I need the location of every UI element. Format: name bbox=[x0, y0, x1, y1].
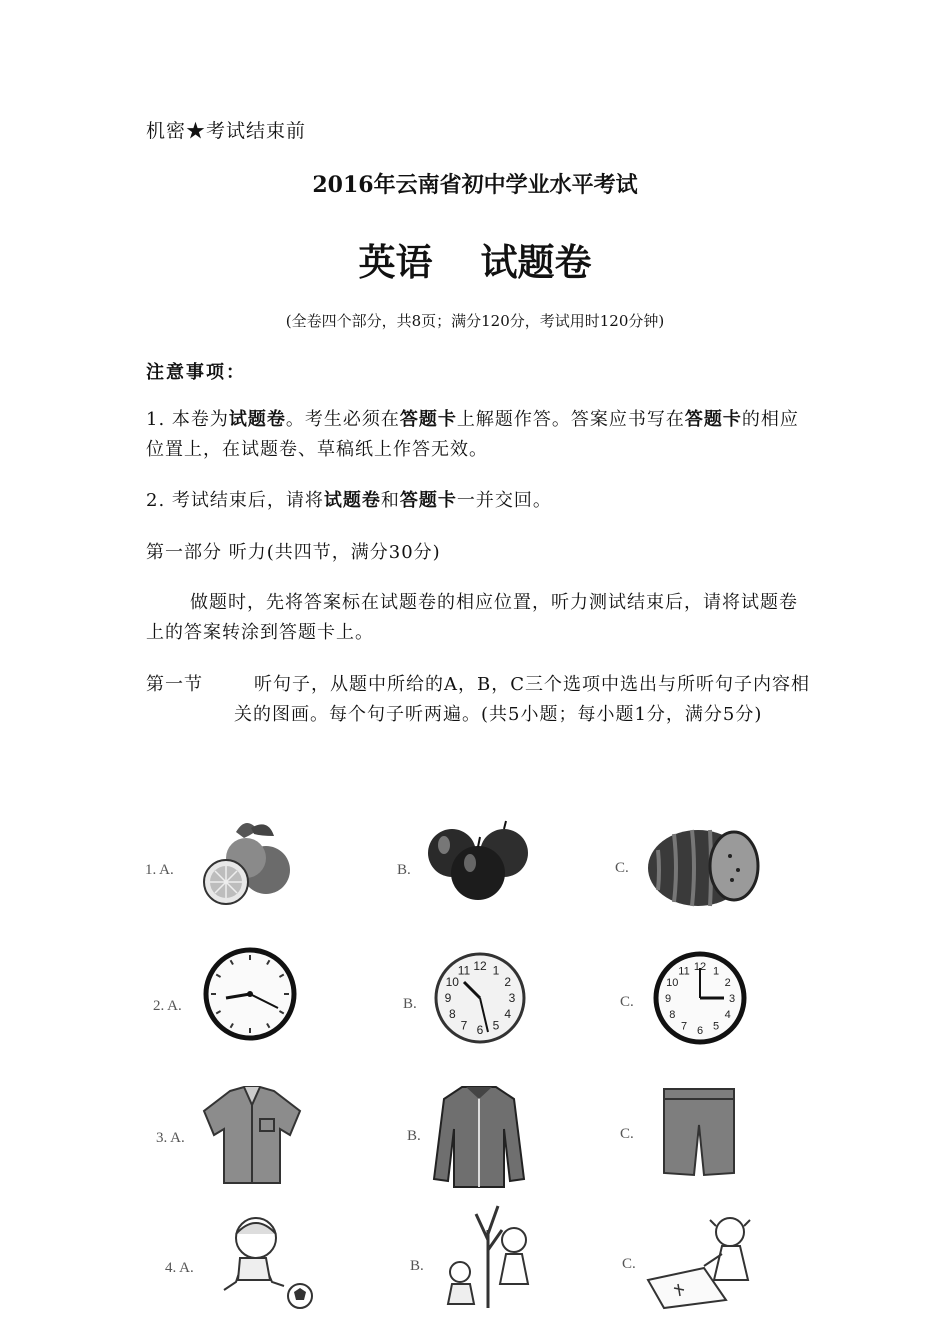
apples-picture bbox=[422, 815, 532, 905]
clock-number: 5 bbox=[712, 1020, 720, 1033]
clock-number: 12 bbox=[693, 961, 707, 973]
q1-option-a-label: 1. A. bbox=[145, 862, 174, 878]
paper-type: 试题卷 bbox=[480, 241, 592, 284]
subject-name: 英语 bbox=[358, 241, 433, 284]
notes-heading: 注意事项： bbox=[146, 362, 246, 383]
shirt-picture bbox=[200, 1085, 304, 1185]
shorts-picture bbox=[660, 1085, 738, 1179]
part-one-title: 第一部分 听力(共四节，满分30分) bbox=[146, 542, 441, 563]
section-one-text: 听句子，从题中所给的A，B，C三个选项中选出与所听句子内容相关的图画。每个句子听两遍。(共5小题；每小题1分，满分5分) bbox=[234, 674, 810, 725]
clock-number: 10 bbox=[666, 977, 679, 989]
clock-number: 7 bbox=[460, 1018, 468, 1033]
clock-number: 1 bbox=[712, 965, 720, 978]
clock-number: 4 bbox=[724, 1009, 731, 1021]
clock-number: 6 bbox=[696, 1025, 704, 1037]
note-item-2: 2. 考试结束后，请将试题卷和答题卡一并交回。 bbox=[146, 490, 552, 511]
q2-option-a-label: 2. A. bbox=[153, 998, 182, 1014]
q1-option-b-label: B. bbox=[397, 862, 411, 878]
watermelon-picture bbox=[646, 820, 761, 910]
children-tree-picture bbox=[436, 1200, 536, 1310]
subject-title bbox=[0, 232, 950, 286]
exam-scope: (全卷四个部分，共8页；满分120分，考试用时120分钟) bbox=[285, 312, 665, 330]
clock-number: 8 bbox=[448, 1007, 456, 1021]
boy-football-picture bbox=[200, 1212, 320, 1312]
clock-number: 9 bbox=[664, 993, 672, 1005]
clock-number: 3 bbox=[728, 993, 736, 1005]
clock-number: 1 bbox=[492, 963, 500, 978]
clock-number: 2 bbox=[504, 975, 512, 989]
clock-number: 7 bbox=[680, 1020, 688, 1033]
clock-number: 3 bbox=[508, 991, 516, 1005]
q4-option-a-label: 4. A. bbox=[165, 1260, 194, 1276]
clock-number: 11 bbox=[678, 965, 690, 978]
q3-option-b-label: B. bbox=[407, 1128, 421, 1144]
clock-b-picture bbox=[432, 950, 528, 1046]
girl-drawing-picture bbox=[644, 1210, 764, 1310]
clock-number: 9 bbox=[444, 991, 452, 1005]
clock-number: 12 bbox=[473, 959, 487, 973]
clock-number: 2 bbox=[724, 977, 731, 989]
q2-option-c-label: C. bbox=[620, 994, 634, 1010]
part-one-instruction: 做题时，先将答案标在试题卷的相应位置，听力测试结束后，请将试题卷上的答案转涂到答题卡上。 bbox=[146, 592, 798, 643]
q4-option-b-label: B. bbox=[410, 1258, 424, 1274]
note-item-1: 1. 本卷为试题卷。考生必须在答题卡上解题作答。答案应书写在答题卡的相应位置上，在试题卷、草稿纸上作答无效。 bbox=[146, 409, 799, 460]
q2-option-b-label: B. bbox=[403, 996, 417, 1012]
confidential-mark: 机密★考试结束前 bbox=[146, 120, 307, 142]
clock-a-picture bbox=[202, 946, 298, 1042]
clock-number: 10 bbox=[445, 975, 459, 989]
clock-number: 4 bbox=[504, 1007, 512, 1021]
oranges-picture bbox=[196, 810, 296, 910]
clock-number: 6 bbox=[476, 1023, 484, 1037]
q3-option-c-label: C. bbox=[620, 1126, 634, 1142]
jacket-picture bbox=[432, 1083, 526, 1189]
q1-option-c-label: C. bbox=[615, 860, 629, 876]
clock-number: 11 bbox=[457, 963, 471, 978]
clock-number: 8 bbox=[669, 1009, 676, 1021]
q4-option-c-label: C. bbox=[622, 1256, 636, 1272]
q3-option-a-label: 3. A. bbox=[156, 1130, 185, 1146]
section-one-label: 第一节 bbox=[146, 674, 203, 695]
clock-c-picture bbox=[652, 950, 748, 1046]
clock-number: 5 bbox=[492, 1018, 500, 1033]
exam-title: 2016年云南省初中学业水平考试 bbox=[312, 172, 638, 198]
